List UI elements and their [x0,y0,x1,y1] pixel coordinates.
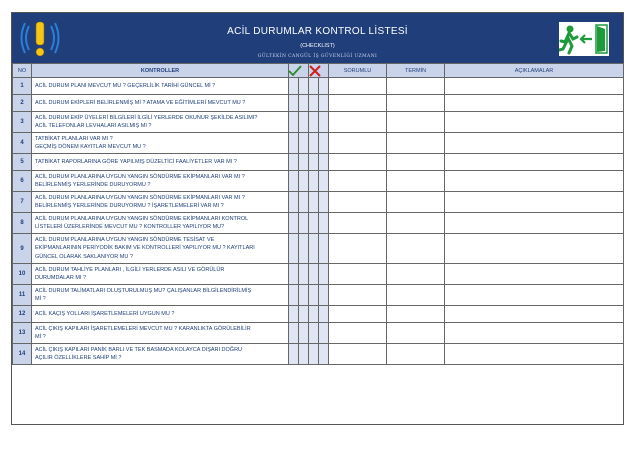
yes-checkbox-pad[interactable] [299,306,309,323]
termin-cell[interactable] [387,213,445,234]
sorumlu-cell[interactable] [329,133,387,154]
sorumlu-cell[interactable] [329,234,387,264]
checklist-rows [13,78,624,365]
yes-checkbox-pad[interactable] [299,171,309,192]
no-checkbox-pad[interactable] [319,213,329,234]
yes-checkbox[interactable] [289,285,299,306]
yes-checkbox-pad[interactable] [299,133,309,154]
no-checkbox-pad[interactable] [319,95,329,112]
yes-checkbox-pad[interactable] [299,213,309,234]
yes-checkbox[interactable] [289,192,299,213]
checkmark-icon [287,65,303,77]
row-number: 12 [13,306,32,323]
yes-checkbox-pad[interactable] [299,78,309,95]
control-question [32,323,289,344]
sorumlu-cell[interactable] [329,112,387,133]
col-no-mark [309,64,319,78]
row-number: 13 [13,323,32,344]
question-line: Mİ ? [35,334,46,340]
no-checkbox-pad[interactable] [319,192,329,213]
checklist-table [12,63,624,365]
aciklama-cell[interactable] [445,285,624,306]
yes-checkbox-pad[interactable] [299,95,309,112]
question-line: ACİL DURUM PLANLARINA UYGUN YANGIN SÖNDÜRME TESİSAT VE [35,236,215,243]
col-aciklamalar: AÇIKLAMALAR [445,64,624,78]
control-question [32,154,289,171]
row-number: 14 [13,344,32,365]
control-question [32,78,289,95]
yes-checkbox[interactable] [289,264,299,285]
question-line: Mİ ? [35,296,46,302]
aciklama-cell[interactable] [445,171,624,192]
question-line: EKİPMANLARININ PERİYODİK BAKIM VE KONTROLLERİ YAPILIYOR MU ? KAYITLARI [35,245,255,252]
question-line: BELİRLENMİŞ YERLERİNDE DURUYORMU ? [35,182,151,188]
sorumlu-cell[interactable] [329,306,387,323]
sorumlu-cell[interactable] [329,344,387,365]
control-question [32,306,289,323]
yes-checkbox[interactable] [289,234,299,264]
control-question [32,171,289,192]
no-checkbox-pad[interactable] [319,323,329,344]
question-line: ACİL DURUM TALİMATLARI OLUŞTURULMUŞ MU? ÇALIŞANLAR BİLGİLENDİRİLMİŞ [35,287,252,294]
row-number: 3 [13,112,32,133]
no-checkbox[interactable] [309,95,319,112]
termin-cell[interactable] [387,192,445,213]
emergency-exit-icon [559,22,609,56]
table-header-row [13,64,624,78]
table-row [13,154,624,171]
row-number: 4 [13,133,32,154]
control-question [32,213,289,234]
yes-checkbox[interactable] [289,95,299,112]
control-question [32,112,289,133]
table-row [13,95,624,112]
yes-checkbox-pad[interactable] [299,192,309,213]
table-row [13,133,624,154]
control-question [32,192,289,213]
question-line: ACİL DURUM PLANLARINA UYGUN YANGIN SÖNDÜRME EKİPMANLARI KONTROL [35,215,249,222]
row-number: 7 [13,192,32,213]
question-line: ACİL ÇIKIŞ KAPILARI İŞARETLEMELERİ MEVCUT MU ? KARANLIKTA GÖRÜLEBİLİR [35,325,251,332]
aciklama-cell[interactable] [445,154,624,171]
row-number: 10 [13,264,32,285]
aciklama-cell[interactable] [445,323,624,344]
termin-cell[interactable] [387,133,445,154]
question-line: ACİL DURUM PLANLARINA UYGUN YANGIN SÖNDÜRME EKİPMANLARI VAR MI ? [35,173,245,180]
yes-checkbox[interactable] [289,213,299,234]
termin-cell[interactable] [387,285,445,306]
no-checkbox[interactable] [309,285,319,306]
no-checkbox-pad[interactable] [319,78,329,95]
sorumlu-cell[interactable] [329,323,387,344]
yes-checkbox[interactable] [289,323,299,344]
sorumlu-cell[interactable] [329,78,387,95]
no-checkbox[interactable] [309,154,319,171]
sorumlu-cell[interactable] [329,154,387,171]
question-line: ACİL DURUM PLANI MEVCUT MU ? GEÇERLİLİK TARİHİ GÜNCEL Mİ ? [35,82,216,89]
cross-icon [308,65,322,77]
table-row [13,306,624,323]
table-row [13,285,624,306]
sorumlu-cell[interactable] [329,264,387,285]
termin-cell[interactable] [387,323,445,344]
table-row [13,264,624,285]
col-sorumlu: SORUMLU [329,64,387,78]
no-checkbox-pad[interactable] [319,264,329,285]
row-number: 9 [13,234,32,264]
row-number: 5 [13,154,32,171]
row-number: 2 [13,95,32,112]
col-termin: TERMİN [387,64,445,78]
no-checkbox-pad[interactable] [319,154,329,171]
no-checkbox[interactable] [309,264,319,285]
termin-cell[interactable] [387,95,445,112]
question-line: ACİL DURUM EKİPLERİ BELİRLENMİŞ Mİ ? ATAMA VE EĞİTİMLERİ MEVCUT MU ? [35,99,246,106]
control-question [32,264,289,285]
no-checkbox[interactable] [309,323,319,344]
aciklama-cell[interactable] [445,133,624,154]
table-row [13,213,624,234]
yes-checkbox[interactable] [289,78,299,95]
yes-checkbox-pad[interactable] [299,285,309,306]
col-yes [289,64,299,78]
aciklama-cell[interactable] [445,112,624,133]
yes-checkbox-pad[interactable] [299,154,309,171]
question-line: ACİL DURUM EKİP ÜYELERİ BİLGİLERİ İLGİLİ YERLERDE OKUNUR ŞEKİLDE ASILIMI? [35,114,258,121]
no-checkbox[interactable] [309,112,319,133]
no-checkbox[interactable] [309,234,319,264]
yes-checkbox-pad[interactable] [299,344,309,365]
yes-checkbox[interactable] [289,112,299,133]
page-subtitle: (CHECKLIST) [300,43,335,49]
yes-checkbox[interactable] [289,344,299,365]
no-checkbox-pad[interactable] [319,306,329,323]
no-checkbox-pad[interactable] [319,112,329,133]
question-line: ACİL ÇIKIŞ KAPILARI PANİK BARLI VE TEK BASMADA KOLAYCA DIŞARI DOĞRU [35,346,243,353]
aciklama-cell[interactable] [445,78,624,95]
control-question [32,133,289,154]
no-checkbox-pad[interactable] [319,344,329,365]
no-checkbox[interactable] [309,133,319,154]
question-line: ACİL DURUM PLANLARINA UYGUN YANGIN SÖNDÜRME EKİPMANLARI VAR MI ? [35,194,245,201]
termin-cell[interactable] [387,154,445,171]
control-question [32,285,289,306]
aciklama-cell[interactable] [445,234,624,264]
termin-cell[interactable] [387,264,445,285]
termin-cell[interactable] [387,234,445,264]
termin-cell[interactable] [387,306,445,323]
col-no: NO [13,64,32,78]
control-question [32,234,289,264]
table-row [13,234,624,264]
yes-checkbox[interactable] [289,154,299,171]
author-line: GÜLTEKİN CANGÜL İŞ GÜVENLİĞİ UZMANI [257,54,378,59]
yes-checkbox[interactable] [289,133,299,154]
row-number: 11 [13,285,32,306]
yes-checkbox-pad[interactable] [299,323,309,344]
page-title: ACİL DURUMLAR KONTROL LİSTESİ [227,26,408,37]
aciklama-cell[interactable] [445,192,624,213]
yes-checkbox-pad[interactable] [299,234,309,264]
termin-cell[interactable] [387,344,445,365]
yes-checkbox-pad[interactable] [299,112,309,133]
question-line: AÇILIR ÖZELLİKLERE SAHİP Mİ ? [35,355,122,361]
header-banner [12,13,623,63]
aciklama-cell[interactable] [445,95,624,112]
row-number: 6 [13,171,32,192]
no-checkbox-pad[interactable] [319,133,329,154]
row-number: 1 [13,78,32,95]
table-row [13,344,624,365]
yes-checkbox-pad[interactable] [299,264,309,285]
col-kontroller: KONTROLLER [32,64,289,78]
no-checkbox[interactable] [309,171,319,192]
control-question [32,95,289,112]
question-line: ACİL TELEFONLAR LEVHALARI ASILMIŞ MI ? [35,123,152,129]
sorumlu-cell[interactable] [329,171,387,192]
no-checkbox[interactable] [309,213,319,234]
no-checkbox[interactable] [309,192,319,213]
question-line: ACİL DURUM TAHLİYE PLANLARI , İLGİLİ YERLERDE ASILI VE GÖRÜLÜR [35,266,225,273]
no-checkbox-pad[interactable] [319,285,329,306]
question-line: BELİRLENMİŞ YERLERİNDE DURUYORMU ? İŞARETLEMELERİ VAR MI ? [35,203,224,209]
question-line: TATBİKAT RAPORLARINA GÖRE YAPILMIŞ DÜZELTİCİ FAALİYETLER VAR MI ? [35,158,237,165]
yes-checkbox[interactable] [289,171,299,192]
aciklama-cell[interactable] [445,306,624,323]
question-line: LİSTELERİ ÜZERLERİNDE MEVCUT MU ? KONTROLLER YAPILIYOR MU? [35,224,225,230]
no-checkbox[interactable] [309,306,319,323]
question-line: GÜNCEL OLARAK SAKLANIYOR MU ? [35,253,133,260]
no-checkbox-pad[interactable] [319,171,329,192]
table-row [13,171,624,192]
row-number: 8 [13,213,32,234]
termin-cell[interactable] [387,112,445,133]
question-line: DURUMDALAR MI ? [35,275,87,281]
aciklama-cell[interactable] [445,264,624,285]
sorumlu-cell[interactable] [329,213,387,234]
question-line: GEÇMİŞ DÖNEM KAYITLAR MEVCUT MU ? [35,144,146,150]
no-checkbox[interactable] [309,344,319,365]
termin-cell[interactable] [387,171,445,192]
table-row [13,323,624,344]
aciklama-cell[interactable] [445,344,624,365]
yes-checkbox[interactable] [289,306,299,323]
sorumlu-cell[interactable] [329,95,387,112]
sorumlu-cell[interactable] [329,192,387,213]
alert-exclamation-icon [20,17,60,59]
question-line: ACİL KAÇIŞ YOLLARI İŞARETLEMELERİ UYGUN MU ? [35,310,175,317]
table-row [13,78,624,95]
question-line: TATBİKAT PLANLARI VAR MI ? [35,135,113,142]
table-row [13,192,624,213]
control-question [32,344,289,365]
aciklama-cell[interactable] [445,213,624,234]
no-checkbox[interactable] [309,78,319,95]
sorumlu-cell[interactable] [329,285,387,306]
termin-cell[interactable] [387,78,445,95]
table-row [13,112,624,133]
checklist-sheet [11,12,624,425]
no-checkbox-pad[interactable] [319,234,329,264]
